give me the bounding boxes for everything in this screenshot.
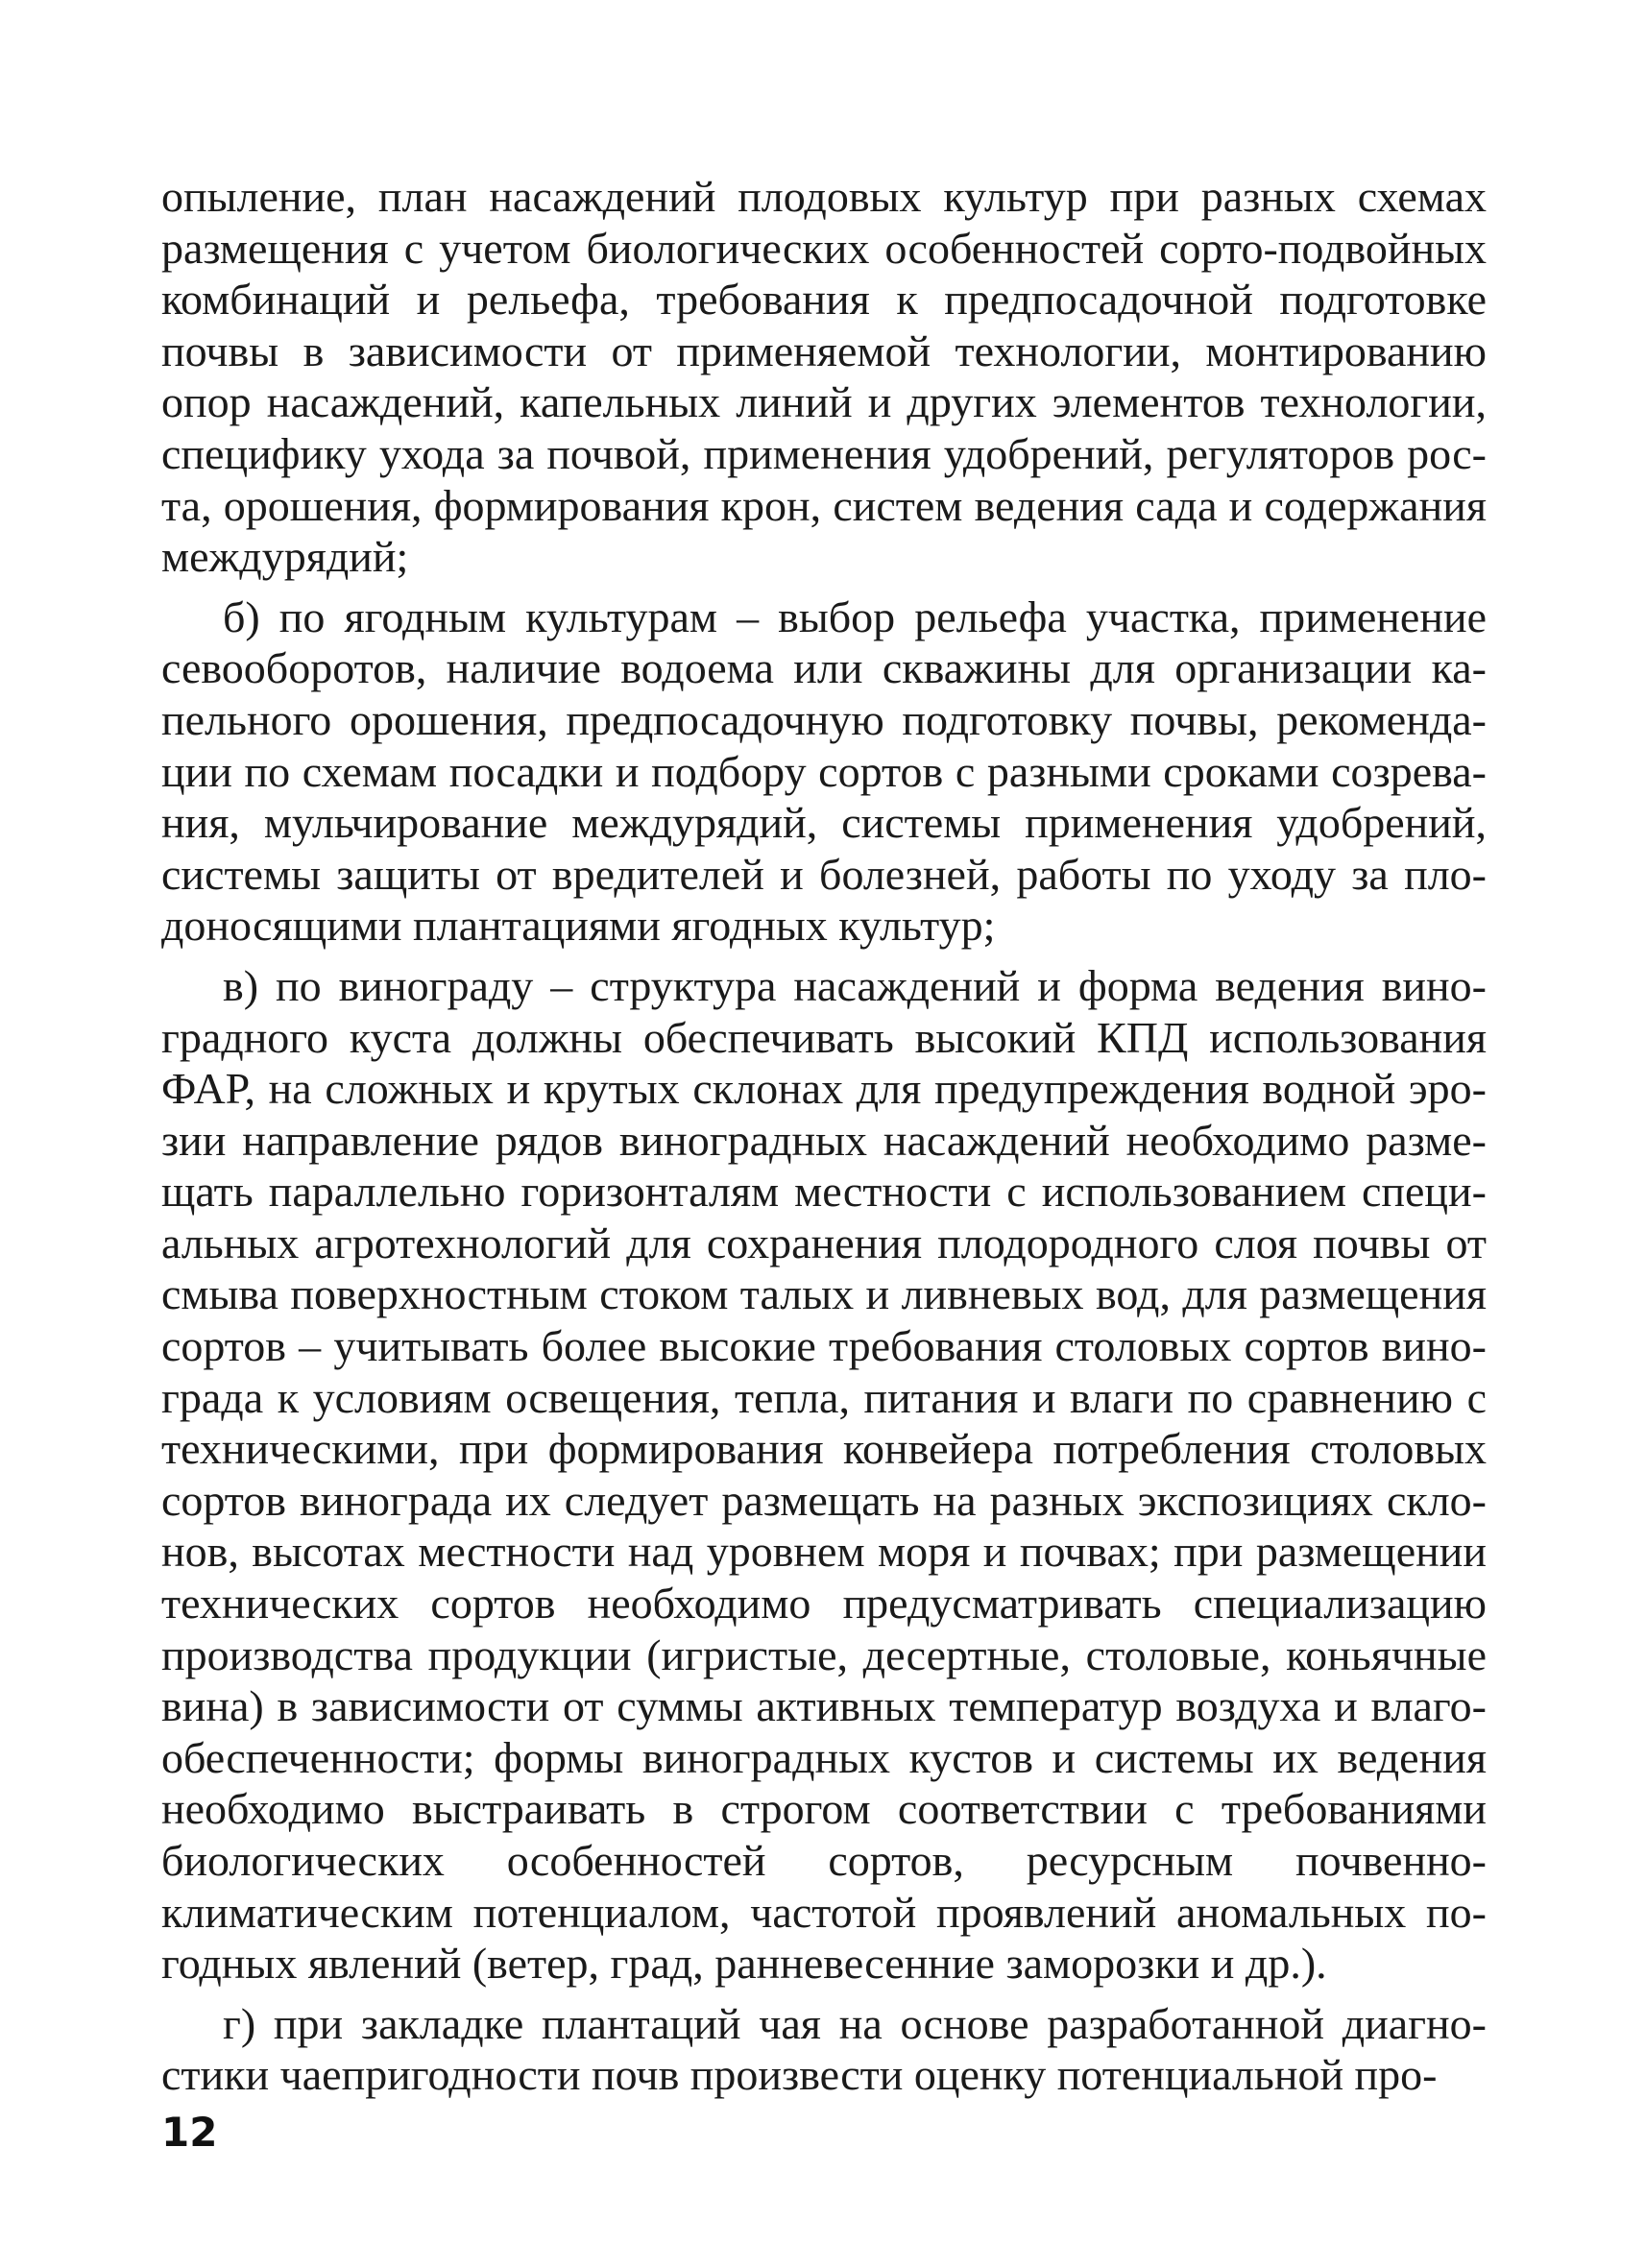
- paragraph-continuation: опыление, план насаждений плодовых культур при разных схемах размещения с учетом биологических особенностей сорто-подвойных комбинаций и рельефа, требования к предпосадочной подготовке почвы в зависимости от применяемой технологии, монтированию опор насаждений, капельных линий и других элементов технологии, специфику ухода за почвой, применения удобрений, регуляторов роста, орошения, формирования крон, систем ведения сада и содержания междурядий;: [161, 172, 1487, 582]
- body-text: [161, 171, 1487, 2110]
- page-number: 12: [161, 2109, 218, 2156]
- paragraph-tea: г) при закладке плантаций чая на основе разработанной диагностики чаепригодности почв произвести оценку потенциальной про-: [161, 1998, 1487, 2100]
- paragraph-grapes: в) по винограду – структура насаждений и форма ведения виноградного куста должны обеспечивать высокий КПД использования ФАР, на сложных и крутых склонах для предупреждения водной эрозии направление рядов виноградных насаждений необходимо размещать параллельно горизонталям местности с использованием специальных агротехнологий для сохранения плодородного слоя почвы от смыва поверхностным стоком талых и ливневых вод, для размещения сортов – учитывать более высокие требования столовых сортов винограда к условиям освещения, тепла, питания и влаги по сравнению с техническими, при формирования конвейера потребления столовых сортов винограда их следует размещать на разных экспозициях склонов, высотах местности над уровнем моря и почвах; при размещении технических сортов необходимо предусматривать специализацию производства продукции (игристые, десертные, столовые, коньячные вина) в зависимости от суммы активных температур воздуха и влагообеспеченности; формы виноградных кустов и системы их ведения необходимо выстраивать в строгом соответствии с требованиями биологических особенностей сортов, ресурсным почвенно-климатическим потенциалом, частотой проявлений аномальных погодных явлений (ветер, град, ранневесенние заморозки и др.).: [161, 960, 1487, 1989]
- paragraph-berry-crops: б) по ягодным культурам – выбор рельефа участка, применение севооборотов, наличие водоема или скважины для организации капельного орошения, предпосадочную подготовку почвы, рекомендации по схемам посадки и подбору сортов с разными сроками созревания, мульчирование междурядий, системы применения удобрений, системы защиты от вредителей и болезней, работы по уходу за плодоносящими плантациями ягодных культур;: [161, 591, 1487, 951]
